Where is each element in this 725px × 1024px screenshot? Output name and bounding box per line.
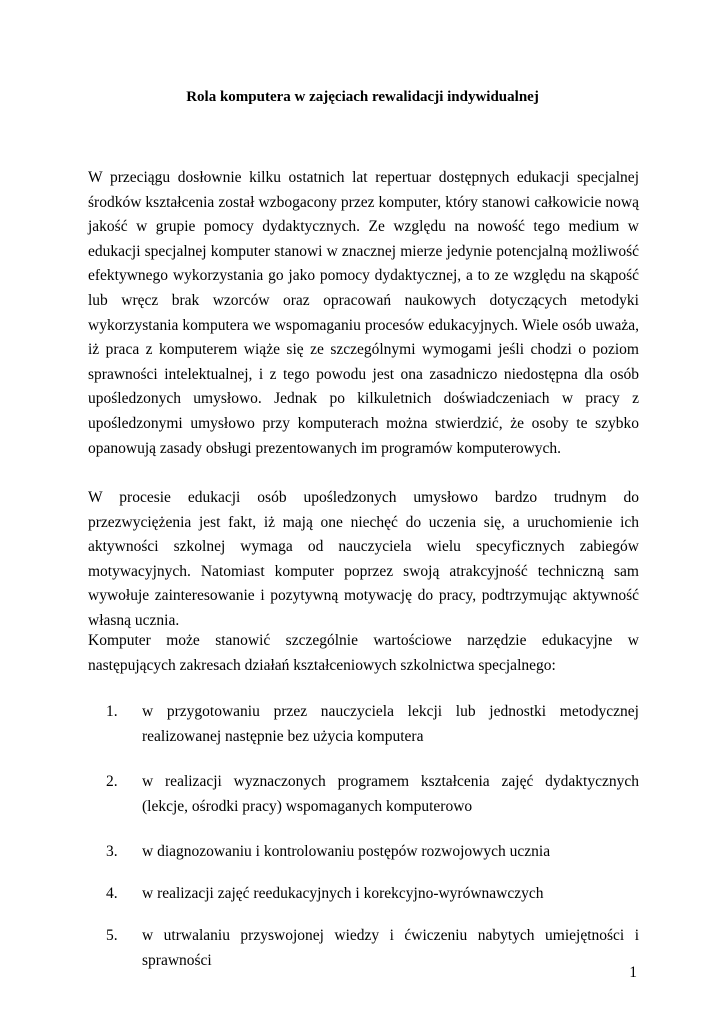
list-item-text: w realizacji zajęć reedukacyjnych i korekcyjno-wyrównawczych bbox=[142, 885, 544, 902]
page-number: 1 bbox=[629, 964, 637, 981]
list-item bbox=[106, 770, 639, 819]
list-item-text: w utrwalaniu przyswojonej wiedzy i ćwiczeniu nabytych umiejętności i sprawności bbox=[142, 927, 639, 969]
list-item-number: 1. bbox=[106, 703, 118, 720]
list-item bbox=[106, 882, 639, 907]
list-item-number: 2. bbox=[106, 773, 118, 790]
list-item bbox=[106, 924, 639, 973]
paragraph-list-intro: Komputer może stanowić szczególnie wartościowe narzędzie edukacyjne w następujących zakresach działań kształceniowych szkolnictwa specjalnego: bbox=[88, 632, 639, 674]
list-item bbox=[106, 700, 639, 749]
list-item-text: w diagnozowaniu i kontrolowaniu postępów rozwojowych ucznia bbox=[142, 843, 551, 860]
document-title: Rola komputera w zajęciach rewalidacji indywidualnej bbox=[186, 89, 539, 105]
list-item-number: 3. bbox=[106, 843, 118, 860]
paragraph-intro: W przeciągu dosłownie kilku ostatnich lat repertuar dostępnych edukacji specjalnej środków kształcenia został wzbogacony przez komputer, który stanowi całkowicie nową jakość w grupie pomocy dydaktycznych. Ze względu na nowość tego medium w edukacji specjalnej komputer stanowi w znacznej mierze jedynie potencjalną możliwość efektywnego wykorzystania go jako pomocy dydaktycznej, a to ze względu na skąpość lub wręcz brak wzorców oraz opracowań naukowych dotyczących metodyki wykorzystania komputera we wspomaganiu procesów edukacyjnych. Wiele osób uważa, iż praca z komputerem wiąże się ze szczególnymi wymogami jeśli chodzi o poziom sprawności intelektualnej, i z tego powodu jest ona zasadniczo niedostępna dla osób upośledzonych umysłowo. Jednak po kilkuletnich doświadczeniach w pracy z upośledzonymi umysłowo przy komputerach można stwierdzić, że osoby te szybko opanowują zasady obsługi prezentowanych im programów komputerowych. bbox=[88, 169, 639, 457]
list-item-number: 5. bbox=[106, 927, 118, 944]
list-item-text: w realizacji wyznaczonych programem kształcenia zajęć dydaktycznych (lekcje, ośrodki pracy) wspomaganych komputerowo bbox=[142, 773, 639, 815]
paragraph-motivation: W procesie edukacji osób upośledzonych umysłowo bardzo trudnym do przezwyciężenia jest fakt, iż mają one niechęć do uczenia się, a uruchomienie ich aktywności szkolnej wymaga od nauczyciela wielu specyficznych zabiegów motywacyjnych. Natomiast komputer poprzez swoją atrakcyjność techniczną sam wywołuje zainteresowanie i pozytywną motywację do pracy, podtrzymując aktywność własną ucznia. bbox=[88, 489, 639, 629]
list-item-number: 4. bbox=[106, 885, 118, 902]
list-item-text: w przygotowaniu przez nauczyciela lekcji lub jednostki metodycznej realizowanej następnie bez użycia komputera bbox=[142, 703, 639, 745]
list-item bbox=[106, 840, 639, 865]
